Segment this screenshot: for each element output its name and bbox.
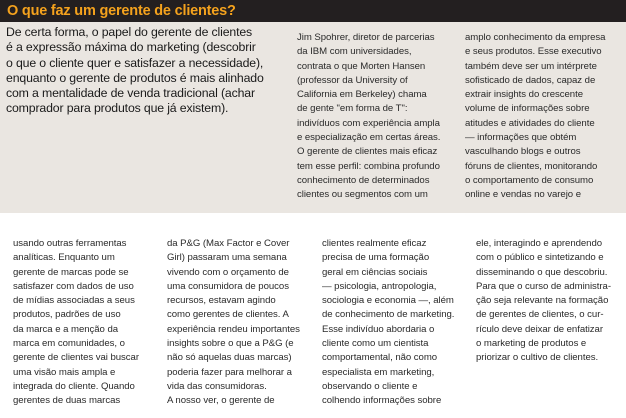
text-line: integrada do cliente. Quando <box>13 380 135 392</box>
title-bar <box>0 0 626 22</box>
text-line: de mídias associadas a seus <box>13 295 135 307</box>
text-line: da marca e a menção da <box>13 323 119 335</box>
text-line: o que o cliente quer e satisfazer a necessidade), <box>6 55 264 70</box>
text-line: gerente de marcas pode se <box>13 266 129 278</box>
page-title: O que faz um gerente de clientes? <box>7 3 236 19</box>
text-line: geral em ciências sociais <box>322 266 428 278</box>
text-line: gerente de clientes vai buscar <box>13 352 139 364</box>
text-line: especialista em marketing, <box>322 366 435 378</box>
text-line: tem esse perfil: combina profundo <box>297 160 440 172</box>
text-line: e especialização em certas áreas. <box>297 132 441 144</box>
text-line: rículo deve deixar de enfatizar <box>476 323 603 335</box>
text-line: também deve ser um intérprete <box>465 60 597 72</box>
text-line: precisa de uma formação <box>322 252 430 264</box>
text-line: Esse indivíduo abordaria o <box>322 323 435 335</box>
text-line: De certa forma, o papel do gerente de clientes <box>6 25 253 39</box>
text-line: indivíduos com experiência ampla <box>297 117 440 129</box>
text-line: marca em comunidades, o <box>13 338 125 350</box>
text-line: cliente como um cientista <box>322 338 429 350</box>
text-line: — psicologia, antropologia, <box>322 280 437 292</box>
text-line: recursos, estavam agindo <box>167 295 276 307</box>
lower-column-2 <box>167 237 300 409</box>
text-line: California em Berkeley) chama <box>297 89 427 101</box>
text-line: uma visão mais ampla e <box>13 366 116 378</box>
intro-paragraph <box>6 25 264 117</box>
text-line: com a mentalidade de venda tradicional (achar <box>6 86 255 101</box>
text-line: gerentes de duas marcas <box>13 395 121 407</box>
text-line: comprador para produtos que já existem). <box>6 101 229 116</box>
text-line: poderia fazer para melhorar a <box>167 366 292 378</box>
text-line: vida das consumidoras. <box>167 380 267 392</box>
lower-column-3 <box>322 237 454 409</box>
text-line: fóruns de clientes, monitorando <box>465 160 598 172</box>
text-line: produtos, padrões de uso <box>13 309 121 321</box>
text-line: conhecimento de determinados <box>297 174 430 186</box>
text-line: experiência rendeu importantes <box>167 323 300 335</box>
text-line: vasculhando blogs e outros <box>465 146 581 158</box>
text-line: sociologia e economia —, além <box>322 295 454 307</box>
text-line: sofisticado de dados, capaz de <box>465 74 596 86</box>
text-line: extrair insights do crescente <box>465 89 583 101</box>
text-line: vivendo com o orçamento de <box>167 266 289 278</box>
text-line: observando o cliente e <box>322 380 418 392</box>
text-line: Girl) passaram uma semana <box>167 252 287 264</box>
text-line: volume de informações sobre <box>465 103 590 115</box>
upper-column-1 <box>297 31 440 203</box>
text-line: e seus produtos. Esse executivo <box>465 46 602 58</box>
text-line: da IBM com universidades, <box>297 46 412 58</box>
text-line: clientes ou segmentos com um <box>297 189 428 201</box>
text-line: é a expressão máxima do marketing (descobrir <box>6 40 256 55</box>
text-line: como gerentes de clientes. A <box>167 309 289 321</box>
text-line: disseminando o que descobriu. <box>476 266 608 278</box>
text-line: priorizar o cultivo de clientes. <box>476 352 599 364</box>
text-line: o comportamento de consumo <box>465 174 594 186</box>
text-line: insights sobre o que a P&G (e <box>167 338 294 350</box>
text-line: O gerente de clientes mais eficaz <box>297 146 438 158</box>
text-line: Jim Spohrer, diretor de parcerias <box>297 32 435 43</box>
text-line: o marketing de produtos e <box>476 338 587 350</box>
text-line: contrata o que Morten Hansen <box>297 60 426 72</box>
text-line: comportamental, não como <box>322 352 438 364</box>
lower-column-4 <box>476 237 611 366</box>
text-line: atitudes e atividades do cliente <box>465 117 595 129</box>
lower-column-1 <box>13 237 139 409</box>
text-line: da P&G (Max Factor e Cover <box>167 238 290 249</box>
text-line: online e vendas no varejo e <box>465 189 581 201</box>
upper-column-2 <box>465 31 605 203</box>
text-line: uma consumidora de poucos <box>167 280 289 292</box>
text-line: — informações que obtém <box>465 132 577 144</box>
text-line: enquanto o gerente de produtos é mais alinhado <box>6 70 264 85</box>
text-line: colhendo informações sobre <box>322 395 442 407</box>
text-line: de conhecimento de marketing. <box>322 309 455 321</box>
text-line: (professor da University of <box>297 74 408 86</box>
text-line: amplo conhecimento da empresa <box>465 32 606 43</box>
text-line: ele, interagindo e aprendendo <box>476 238 603 249</box>
text-line: A nosso ver, o gerente de <box>167 395 275 407</box>
text-line: ção seja relevante na formação <box>476 295 609 307</box>
text-line: de gerentes de clientes, o cur- <box>476 309 604 321</box>
text-line: usando outras ferramentas <box>13 238 127 249</box>
text-line: analíticas. Enquanto um <box>13 252 115 264</box>
text-line: não só aquelas duas marcas) <box>167 352 292 364</box>
text-line: satisfazer com dados de uso <box>13 280 134 292</box>
text-line: clientes realmente eficaz <box>322 238 427 249</box>
text-line: Para que o curso de administra- <box>476 280 611 292</box>
text-line: com o público e sintetizando e <box>476 252 604 264</box>
text-line: de gente "em forma de T": <box>297 103 408 115</box>
